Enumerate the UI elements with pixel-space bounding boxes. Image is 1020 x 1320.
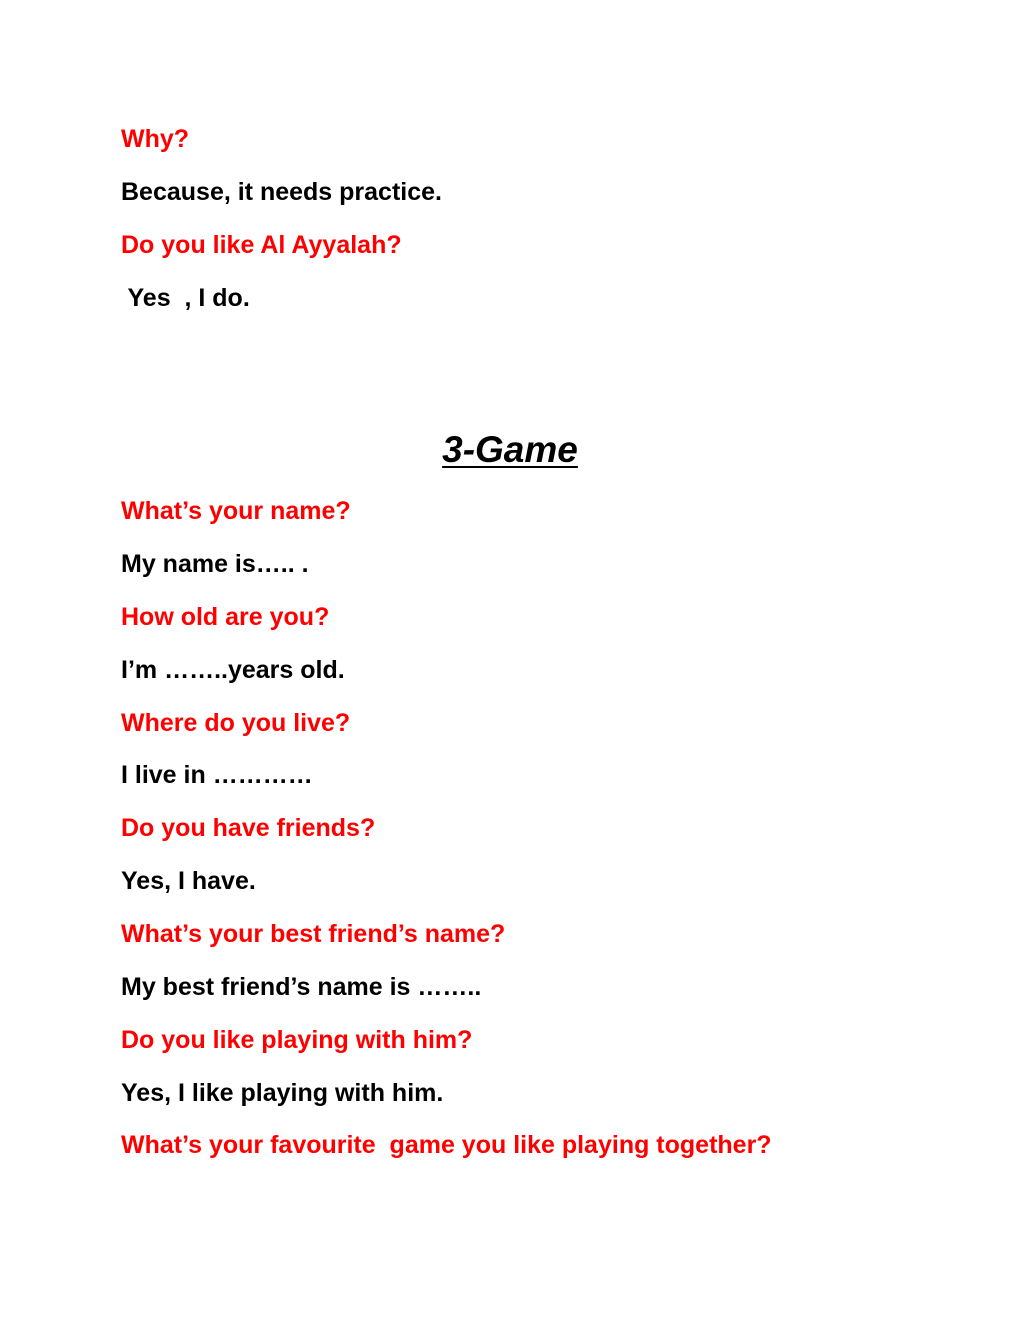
question-friends: Do you have friends? — [121, 814, 376, 842]
question-best-friend: What’s your best friend’s name? — [121, 920, 506, 948]
answer-why: Because, it needs practice. — [121, 178, 442, 206]
question-name: What’s your name? — [121, 497, 351, 525]
answer-age: I’m ……..years old. — [121, 656, 345, 684]
question-playing: Do you like playing with him? — [121, 1026, 473, 1054]
answer-live: I live in ………… — [121, 761, 313, 789]
question-ayyalah: Do you like Al Ayyalah? — [121, 231, 402, 259]
question-live: Where do you live? — [121, 709, 351, 737]
answer-friends: Yes, I have. — [121, 867, 256, 895]
section-heading — [0, 428, 1020, 472]
question-why: Why? — [121, 125, 190, 153]
answer-playing: Yes, I like playing with him. — [121, 1079, 444, 1107]
answer-name: My name is….. . — [121, 550, 309, 578]
section-title: 3-Game — [442, 429, 578, 470]
question-favourite-game: What’s your favourite game you like playing together? — [121, 1131, 772, 1159]
answer-ayyalah: Yes , I do. — [121, 284, 250, 312]
answer-best-friend: My best friend’s name is …….. — [121, 973, 482, 1001]
question-age: How old are you? — [121, 603, 330, 631]
